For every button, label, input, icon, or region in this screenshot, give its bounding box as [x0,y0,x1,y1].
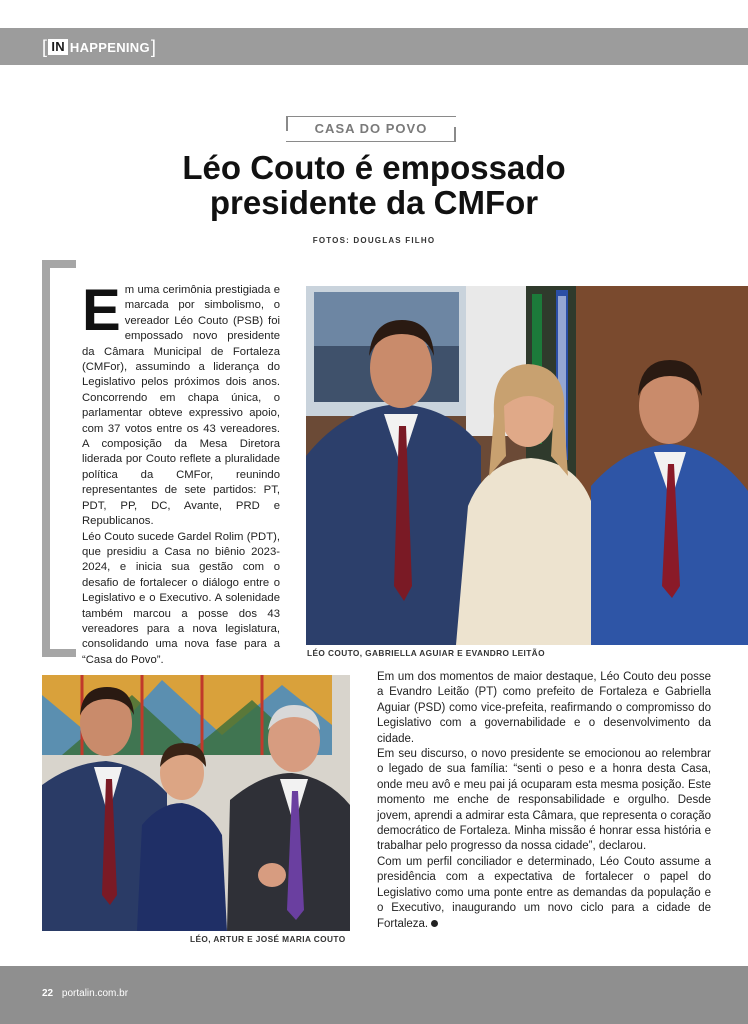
photo-caption: LÉO COUTO, GABRIELLA AGUIAR E EVANDRO LEITÃO [307,648,545,658]
photo-leo-artur-jose-maria [42,675,350,931]
photo-leo-gabriella-evandro [306,286,748,645]
body-column-1 [82,278,280,668]
paragraph: m uma cerimônia prestigiada e marcada por simbolismo, o vereador Léo Couto (PSB) foi empossado novo presidente da Câmara Municipal de Fortaleza (CMFor), assumindo a liderança do Legislativo pelos próximos dois anos. Concorrendo em chapa única, o parlamentar obteve expressivo apoio, com 37 votos entre os 43 vereadores. A composição da Mesa Diretora liderada por Couto reflete a pluralidade política da CMFor, reunindo representantes de sete partidos: PT, PDT, PP, DC, Avante, PRD e Republicanos. [82,284,280,528]
photo-credit: FOTOS: DOUGLAS FILHO [312,236,436,245]
body-column-2 [377,670,711,932]
drop-cap: E [82,278,121,343]
title-line-2: presidente da CMFor [209,184,539,221]
footer [42,988,128,999]
article-kicker [286,116,456,142]
paragraph: Em seu discurso, o novo presidente se emocionou ao relembrar o legado de sua família: “senti o peso e a honra desta Casa, onde meu avô e meu pai já ocuparam esta mesma posição. Este momento me enche de responsabilidade e orgulho. Desde jovem, aprendi a admirar esta Câmara, que representa o coração democrático de Fortaleza. Minha missão é honrar essa história e trabalhar pelo progresso da nossa cidade”, declarou. [377,748,711,853]
site-url: portalin.com.br [61,988,129,999]
kicker-text: CASA DO POVO [314,121,428,136]
paragraph: Em um dos momentos de maior destaque, Léo Couto deu posse a Evandro Leitão (PT) como prefeito de Fortaleza e Gabriella Aguiar (PSD) como vice-prefeita, reafirmando o compromisso do Legislativo com a governabilidade e o desenvolvimento da cidade. [377,671,711,745]
photo-caption: LÉO, ARTUR E JOSÉ MARIA COUTO [190,934,346,944]
bracket-left: [ [42,37,48,57]
bracket-right: ] [150,37,157,57]
title-line-1: Léo Couto é empossado [182,149,566,186]
end-mark-icon [431,920,438,927]
decorative-bracket [42,260,76,657]
section-tag-in: IN [48,39,68,55]
article-title [0,150,748,220]
paragraph-text: Com um perfil conciliador e determinado, Léo Couto assume a presidência com a expectativa de fortalecer o papel do Legislativo como uma ponte entre as demandas da população e o Executivo, inaugurando um novo ciclo para a cidade de Fortaleza. [377,855,711,930]
paragraph: Léo Couto sucede Gardel Rolim (PDT), que presidiu a Casa no biênio 2023-2024, e inicia sua gestão com o desafio de fortalecer o diálogo entre o Legislativo e o Executivo. A solenidade também marcou a posse dos 43 vereadores para a nova legislatura, consolidando uma nova fase para a “Casa do Povo”. [82,530,280,666]
section-tag [42,37,156,57]
paragraph [377,855,711,932]
page-number: 22 [42,988,54,999]
section-tag-name: HAPPENING [69,39,150,55]
